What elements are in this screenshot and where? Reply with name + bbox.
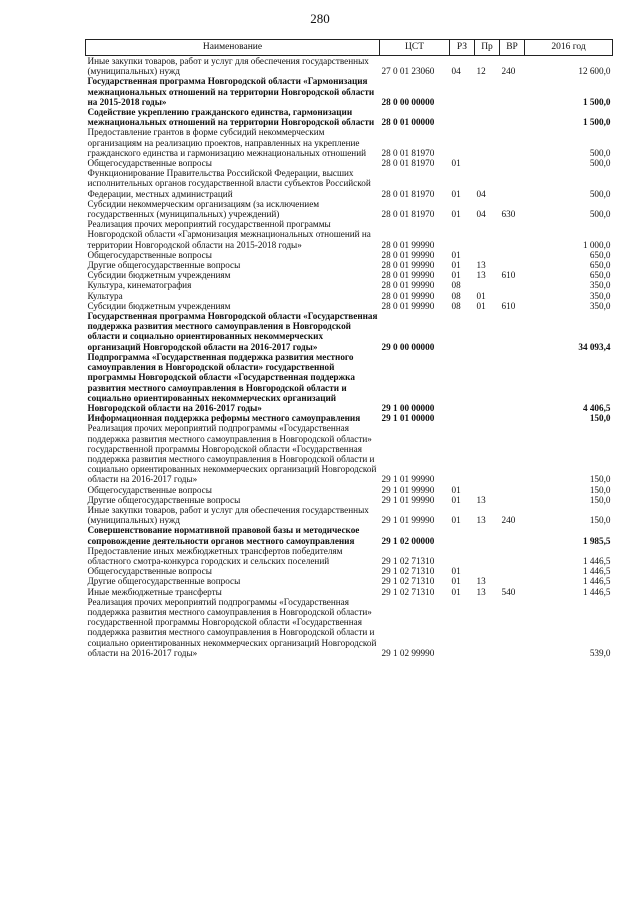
cell-rz bbox=[450, 127, 475, 158]
cell-amount: 1 500,0 bbox=[582, 117, 611, 128]
cell-amount: 150,0 bbox=[589, 494, 611, 505]
cell-amount: 500,0 bbox=[589, 188, 611, 199]
cell-pr bbox=[475, 413, 500, 423]
cell-name: Общегосударственные вопросы bbox=[87, 249, 212, 260]
cell-vr bbox=[500, 107, 525, 127]
cell-rz bbox=[450, 107, 475, 127]
cell-cst: 28 0 01 99990 bbox=[381, 290, 435, 301]
cell-cst: 29 1 00 00000 bbox=[381, 402, 435, 413]
cell-amount: 12 600,0 bbox=[578, 66, 611, 77]
cell-vr bbox=[500, 525, 525, 545]
cell-name: Культура, кинематография bbox=[87, 280, 192, 291]
table-row bbox=[86, 219, 613, 250]
cell-pr bbox=[475, 597, 500, 658]
cell-cst: 29 1 02 00000 bbox=[381, 535, 435, 546]
cell-rz bbox=[450, 311, 475, 352]
cell-name: Функционирование Правительства Российской Федерации, высших исполнительных органов государственной власти субъектов Российской Федерации, местных администраций bbox=[87, 168, 371, 199]
cell-pr bbox=[475, 76, 500, 107]
cell-cst: 28 0 01 00000 bbox=[381, 117, 435, 128]
header-rz: РЗ bbox=[450, 40, 475, 56]
cell-rz bbox=[450, 352, 475, 413]
cell-pr: 13 bbox=[476, 270, 486, 281]
cell-cst: 28 0 01 99990 bbox=[381, 239, 435, 250]
cell-vr bbox=[500, 597, 525, 658]
cell-name: Культура bbox=[87, 290, 123, 301]
cell-pr: 13 bbox=[476, 576, 486, 587]
cell-name: Подпрограмма «Государственная поддержка развития местного самоуправления в Новгородской области» государственной программы Новгородской области «Государственная поддержка развития местного самоуправления в Новгородской области и социально ориентированных некоммерческих организаций Новгородской области на 2016-2017 годы» bbox=[87, 351, 355, 413]
cell-pr: 13 bbox=[476, 515, 486, 526]
cell-cst: 28 0 01 99990 bbox=[381, 260, 435, 271]
table-row bbox=[86, 525, 613, 545]
cell-pr bbox=[475, 250, 500, 260]
page-number: 280 bbox=[310, 11, 330, 26]
cell-rz: 01 bbox=[451, 566, 461, 577]
cell-pr bbox=[475, 485, 500, 495]
cell-name: Общегосударственные вопросы bbox=[87, 566, 212, 577]
cell-rz: 01 bbox=[451, 515, 461, 526]
cell-pr bbox=[475, 423, 500, 484]
cell-cst: 28 0 01 81970 bbox=[381, 209, 435, 220]
cell-name: Субсидии бюджетным учреждениям bbox=[87, 300, 231, 311]
table-row bbox=[86, 546, 613, 566]
cell-pr bbox=[475, 107, 500, 127]
table-row bbox=[86, 505, 613, 525]
cell-pr bbox=[475, 566, 500, 576]
table-row bbox=[86, 576, 613, 586]
cell-vr: 240 bbox=[501, 66, 516, 77]
cell-name: Общегосударственные вопросы bbox=[87, 158, 212, 169]
cell-name: Субсидии некоммерческим организациям (за исключением государственных (муниципальных) учреждений) bbox=[87, 198, 320, 220]
table-row bbox=[86, 301, 613, 311]
cell-vr bbox=[500, 291, 525, 301]
cell-amount: 539,0 bbox=[589, 647, 611, 658]
cell-rz bbox=[450, 423, 475, 484]
cell-amount: 350,0 bbox=[589, 280, 611, 291]
cell-cst: 27 0 01 23060 bbox=[381, 66, 435, 77]
cell-name: Субсидии бюджетным учреждениям bbox=[87, 270, 231, 281]
cell-rz bbox=[450, 525, 475, 545]
cell-cst: 29 1 02 71310 bbox=[381, 586, 435, 597]
cell-amount: 1 500,0 bbox=[582, 96, 611, 107]
cell-rz: 01 bbox=[451, 586, 461, 597]
cell-rz: 01 bbox=[451, 270, 461, 281]
cell-rz: 01 bbox=[451, 249, 461, 260]
cell-vr bbox=[500, 566, 525, 576]
cell-vr: 540 bbox=[501, 586, 516, 597]
cell-name: Государственная программа Новгородской области «Государственная поддержка развития местного самоуправления в Новгородской области и социально ориентированных некоммерческих организаций Новгородской области на 2016-2017 годы» bbox=[87, 311, 378, 352]
cell-amount: 1 446,5 bbox=[582, 586, 611, 597]
cell-pr: 13 bbox=[476, 586, 486, 597]
table-body bbox=[86, 56, 613, 658]
cell-pr: 04 bbox=[476, 209, 486, 220]
cell-rz: 01 bbox=[451, 158, 461, 169]
cell-pr: 13 bbox=[476, 260, 486, 271]
cell-cst: 29 1 01 00000 bbox=[381, 413, 435, 424]
cell-vr bbox=[500, 495, 525, 505]
cell-name: Предоставление иных межбюджетных трансфертов победителям областного смотра-конкурса городских и сельских поселений bbox=[87, 545, 343, 566]
cell-pr bbox=[475, 280, 500, 290]
cell-amount: 150,0 bbox=[589, 474, 611, 485]
table-row bbox=[86, 413, 613, 423]
cell-vr bbox=[500, 127, 525, 158]
cell-vr bbox=[500, 413, 525, 423]
cell-cst: 29 1 01 99990 bbox=[381, 474, 435, 485]
table-row bbox=[86, 291, 613, 301]
header-cst: ЦСТ bbox=[380, 40, 450, 56]
cell-pr bbox=[475, 219, 500, 250]
table-row bbox=[86, 76, 613, 107]
cell-amount: 350,0 bbox=[589, 290, 611, 301]
cell-pr bbox=[475, 352, 500, 413]
cell-name: Реализация прочих мероприятий подпрограммы «Государственная поддержка развития местного самоуправления в Новгородской области» государственной программы Новгородской области «Государственная поддержка развития местного самоуправления в Новгородской области и социально ориентированных некоммерческих организаций Новгородской области на 2016-2017 годы» bbox=[87, 596, 377, 658]
cell-pr bbox=[475, 546, 500, 566]
cell-rz: 01 bbox=[451, 576, 461, 587]
cell-vr bbox=[500, 280, 525, 290]
cell-cst: 29 1 01 99990 bbox=[381, 484, 435, 495]
table-row bbox=[86, 423, 613, 484]
header-pr: Пр bbox=[475, 40, 500, 56]
cell-vr bbox=[500, 158, 525, 168]
cell-amount: 34 093,4 bbox=[578, 341, 611, 352]
cell-rz bbox=[450, 546, 475, 566]
cell-amount: 150,0 bbox=[589, 515, 611, 526]
cell-amount: 500,0 bbox=[589, 147, 611, 158]
table-row bbox=[86, 168, 613, 199]
cell-vr bbox=[500, 168, 525, 199]
cell-rz bbox=[450, 219, 475, 250]
table-row bbox=[86, 280, 613, 290]
cell-name: Другие общегосударственные вопросы bbox=[87, 494, 241, 505]
cell-cst: 28 0 01 81970 bbox=[381, 147, 435, 158]
cell-amount: 350,0 bbox=[589, 300, 611, 311]
cell-amount: 1 446,5 bbox=[582, 566, 611, 577]
cell-name: Предоставление грантов в форме субсидий некоммерческим организациям на реализацию проектов, направленных на укрепление гражданского единства и гармонизацию межнациональных отношений bbox=[87, 127, 367, 158]
cell-rz: 08 bbox=[451, 280, 461, 291]
cell-amount: 4 406,5 bbox=[582, 402, 611, 413]
cell-amount: 150,0 bbox=[589, 413, 611, 424]
cell-cst: 29 1 02 71310 bbox=[381, 566, 435, 577]
cell-cst: 29 0 00 00000 bbox=[381, 341, 435, 352]
cell-amount: 150,0 bbox=[589, 484, 611, 495]
header-vr: ВР bbox=[500, 40, 525, 56]
cell-vr bbox=[500, 311, 525, 352]
cell-rz: 08 bbox=[451, 290, 461, 301]
budget-table bbox=[85, 39, 613, 658]
cell-cst: 29 1 01 99990 bbox=[381, 515, 435, 526]
cell-vr bbox=[500, 485, 525, 495]
table-row bbox=[86, 270, 613, 280]
table-row bbox=[86, 587, 613, 597]
cell-vr bbox=[500, 260, 525, 270]
cell-amount: 650,0 bbox=[589, 260, 611, 271]
table-header-row bbox=[86, 40, 613, 56]
header-name: Наименование bbox=[86, 40, 380, 56]
cell-rz: 01 bbox=[451, 209, 461, 220]
cell-cst: 28 0 01 99990 bbox=[381, 280, 435, 291]
table-row bbox=[86, 352, 613, 413]
cell-name: Государственная программа Новгородской области «Гармонизация межнациональных отношений на территории Новгородской области на 2015-2018 годы» bbox=[87, 76, 375, 107]
cell-amount: 500,0 bbox=[589, 209, 611, 220]
cell-pr: 12 bbox=[476, 66, 486, 77]
cell-cst: 28 0 00 00000 bbox=[381, 96, 435, 107]
cell-pr: 04 bbox=[476, 188, 486, 199]
cell-vr bbox=[500, 352, 525, 413]
table-row bbox=[86, 495, 613, 505]
cell-vr bbox=[500, 576, 525, 586]
cell-amount: 650,0 bbox=[589, 249, 611, 260]
cell-amount: 1 446,5 bbox=[582, 555, 611, 566]
cell-cst: 29 1 02 71310 bbox=[381, 576, 435, 587]
cell-name: Реализация прочих мероприятий подпрограммы «Государственная поддержка развития местного самоуправления в Новгородской области» государственной программы Новгородской области «Государственная поддержка развития местного самоуправления в Новгородской области и социально ориентированных некоммерческих организаций Новгородской области на 2016-2017 годы» bbox=[87, 423, 377, 485]
cell-vr bbox=[500, 250, 525, 260]
cell-cst: 28 0 01 81970 bbox=[381, 158, 435, 169]
cell-pr bbox=[475, 127, 500, 158]
cell-name: Совершенствование нормативной правовой базы и методическое сопровождение деятельности органов местного самоуправления bbox=[87, 525, 360, 546]
cell-amount: 1 446,5 bbox=[582, 576, 611, 587]
cell-rz: 01 bbox=[451, 494, 461, 505]
cell-vr: 610 bbox=[501, 300, 516, 311]
cell-pr: 13 bbox=[476, 494, 486, 505]
cell-rz bbox=[450, 413, 475, 423]
cell-vr: 630 bbox=[501, 209, 516, 220]
cell-cst: 28 0 01 81970 bbox=[381, 188, 435, 199]
cell-pr bbox=[475, 311, 500, 352]
cell-rz: 01 bbox=[451, 260, 461, 271]
cell-name: Содействие укреплению гражданского единства, гармонизации межнациональных отношений на территории Новгородской области bbox=[87, 107, 375, 128]
cell-vr: 240 bbox=[501, 515, 516, 526]
cell-cst: 29 1 02 71310 bbox=[381, 555, 435, 566]
cell-vr bbox=[500, 76, 525, 107]
cell-pr bbox=[475, 525, 500, 545]
cell-rz: 08 bbox=[451, 300, 461, 311]
cell-cst: 29 1 01 99990 bbox=[381, 494, 435, 505]
table-row bbox=[86, 311, 613, 352]
table-row bbox=[86, 566, 613, 576]
cell-rz: 04 bbox=[451, 66, 461, 77]
header-amount: 2016 год bbox=[525, 40, 613, 56]
cell-pr: 01 bbox=[476, 290, 486, 301]
cell-amount: 1 985,5 bbox=[582, 535, 611, 546]
cell-vr bbox=[500, 546, 525, 566]
cell-cst: 28 0 01 99990 bbox=[381, 270, 435, 281]
cell-pr: 01 bbox=[476, 300, 486, 311]
cell-pr bbox=[475, 158, 500, 168]
cell-rz: 01 bbox=[451, 188, 461, 199]
cell-rz: 01 bbox=[451, 484, 461, 495]
table-row bbox=[86, 597, 613, 658]
cell-amount: 500,0 bbox=[589, 158, 611, 169]
cell-name: Общегосударственные вопросы bbox=[87, 484, 212, 495]
cell-cst: 29 1 02 99990 bbox=[381, 647, 435, 658]
table-row bbox=[86, 107, 613, 127]
table-row bbox=[86, 199, 613, 219]
cell-name: Иные закупки товаров, работ и услуг для обеспечения государственных (муниципальных) нужд bbox=[87, 56, 369, 77]
cell-vr bbox=[500, 219, 525, 250]
table-row bbox=[86, 158, 613, 168]
table-row bbox=[86, 250, 613, 260]
cell-name: Реализация прочих мероприятий государственной программы Новгородской области «Гармонизация межнациональных отношений на территории Новгородской области на 2015-2018 годы» bbox=[87, 219, 371, 250]
table-row bbox=[86, 56, 613, 77]
cell-cst: 28 0 01 99990 bbox=[381, 249, 435, 260]
cell-rz bbox=[450, 76, 475, 107]
table-row bbox=[86, 127, 613, 158]
cell-cst: 28 0 01 99990 bbox=[381, 300, 435, 311]
cell-rz bbox=[450, 597, 475, 658]
cell-amount: 1 000,0 bbox=[582, 239, 611, 250]
cell-name: Другие общегосударственные вопросы bbox=[87, 576, 241, 587]
table-row bbox=[86, 485, 613, 495]
cell-vr bbox=[500, 423, 525, 484]
cell-name: Иные закупки товаров, работ и услуг для обеспечения государственных (муниципальных) нужд bbox=[87, 504, 369, 526]
cell-name: Иные межбюджетные трансферты bbox=[87, 586, 222, 597]
cell-name: Информационная поддержка реформы местного самоуправления bbox=[87, 413, 361, 424]
cell-amount: 650,0 bbox=[589, 270, 611, 281]
table-row bbox=[86, 260, 613, 270]
cell-vr: 610 bbox=[501, 270, 516, 281]
cell-name: Другие общегосударственные вопросы bbox=[87, 260, 241, 271]
